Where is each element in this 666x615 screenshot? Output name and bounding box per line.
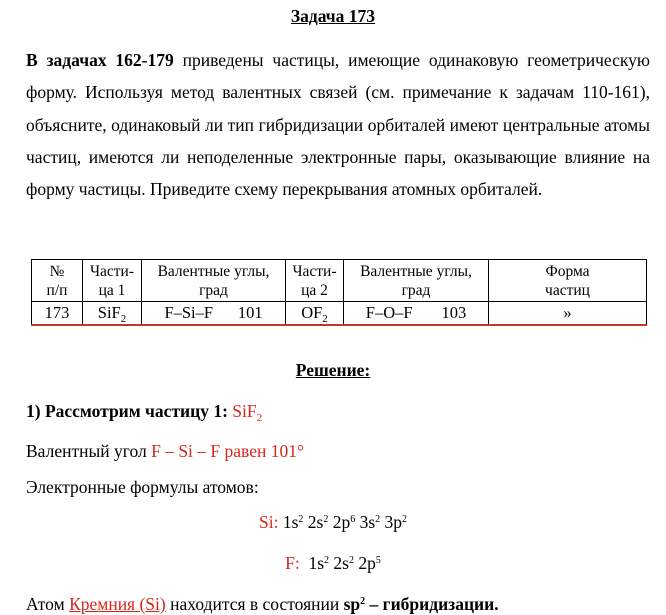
hybridization-line: Атом Кремния (Si) находится в состоянии $sp^2$ – гибридизации.: [26, 594, 499, 614]
si-electron-formula: Si: $1s^2$ $2s^2$ $2p^6$ $3s^2$ $3p^2$: [258, 512, 408, 532]
bond-angle-expression: F – Si – F равен 101°: [151, 441, 304, 461]
step-1-heading: 1) Рассмотрим частицу 1: SiF$_2$: [26, 401, 263, 424]
particles-table: [31, 259, 647, 326]
task-statement-lead: В задачах 162-179: [26, 50, 174, 70]
header-angles-1: Валентные углы, град: [142, 260, 286, 302]
cell-angles-1: F–Si–F 101: [142, 302, 286, 326]
solution-heading: Решение:: [295, 360, 371, 380]
header-particle-2: Части- ца 2: [286, 260, 344, 302]
electron-formulas-label: Электронные формулы атомов:: [26, 477, 259, 497]
header-number: № п/п: [32, 260, 83, 302]
element-name: Кремния (Si): [69, 594, 166, 614]
header-particle-1: Части- ца 1: [83, 260, 142, 302]
task-statement-text: приведены частицы, имеющие одинаковую геометрическую форму. Используя метод валентных связей (см. примечание к задачам 110-161), объясните, одинаковый ли тип гибридизации орбиталей имеют центральные атомы частиц, имеются ли неподеленные электронные пары, оказывающие влияние на форму частицы. Приведите схему перекрывания атомных орбиталей.: [26, 50, 650, 200]
cell-particle-1: SiF$_2$: [83, 302, 142, 326]
f-electron-formula: F: $1s^2$ $2s^2$ $2p^5$: [285, 553, 381, 573]
cell-number: 173: [32, 302, 83, 326]
header-shape: Форма частиц: [489, 260, 647, 302]
header-angles-2: Валентные углы, град: [344, 260, 489, 302]
particle-1-formula: SiF$_2$: [232, 401, 263, 424]
cell-angles-2: F–O–F 103: [344, 302, 489, 326]
table-header-row: [32, 260, 647, 302]
task-title: Задача 173: [290, 6, 376, 26]
cell-shape: »: [489, 302, 647, 326]
table-row: [32, 302, 647, 326]
bond-angle-line: Валентный угол F – Si – F равен 101°: [26, 441, 304, 461]
cell-particle-2: $OF_2$: [286, 302, 344, 326]
task-statement: [26, 44, 650, 205]
